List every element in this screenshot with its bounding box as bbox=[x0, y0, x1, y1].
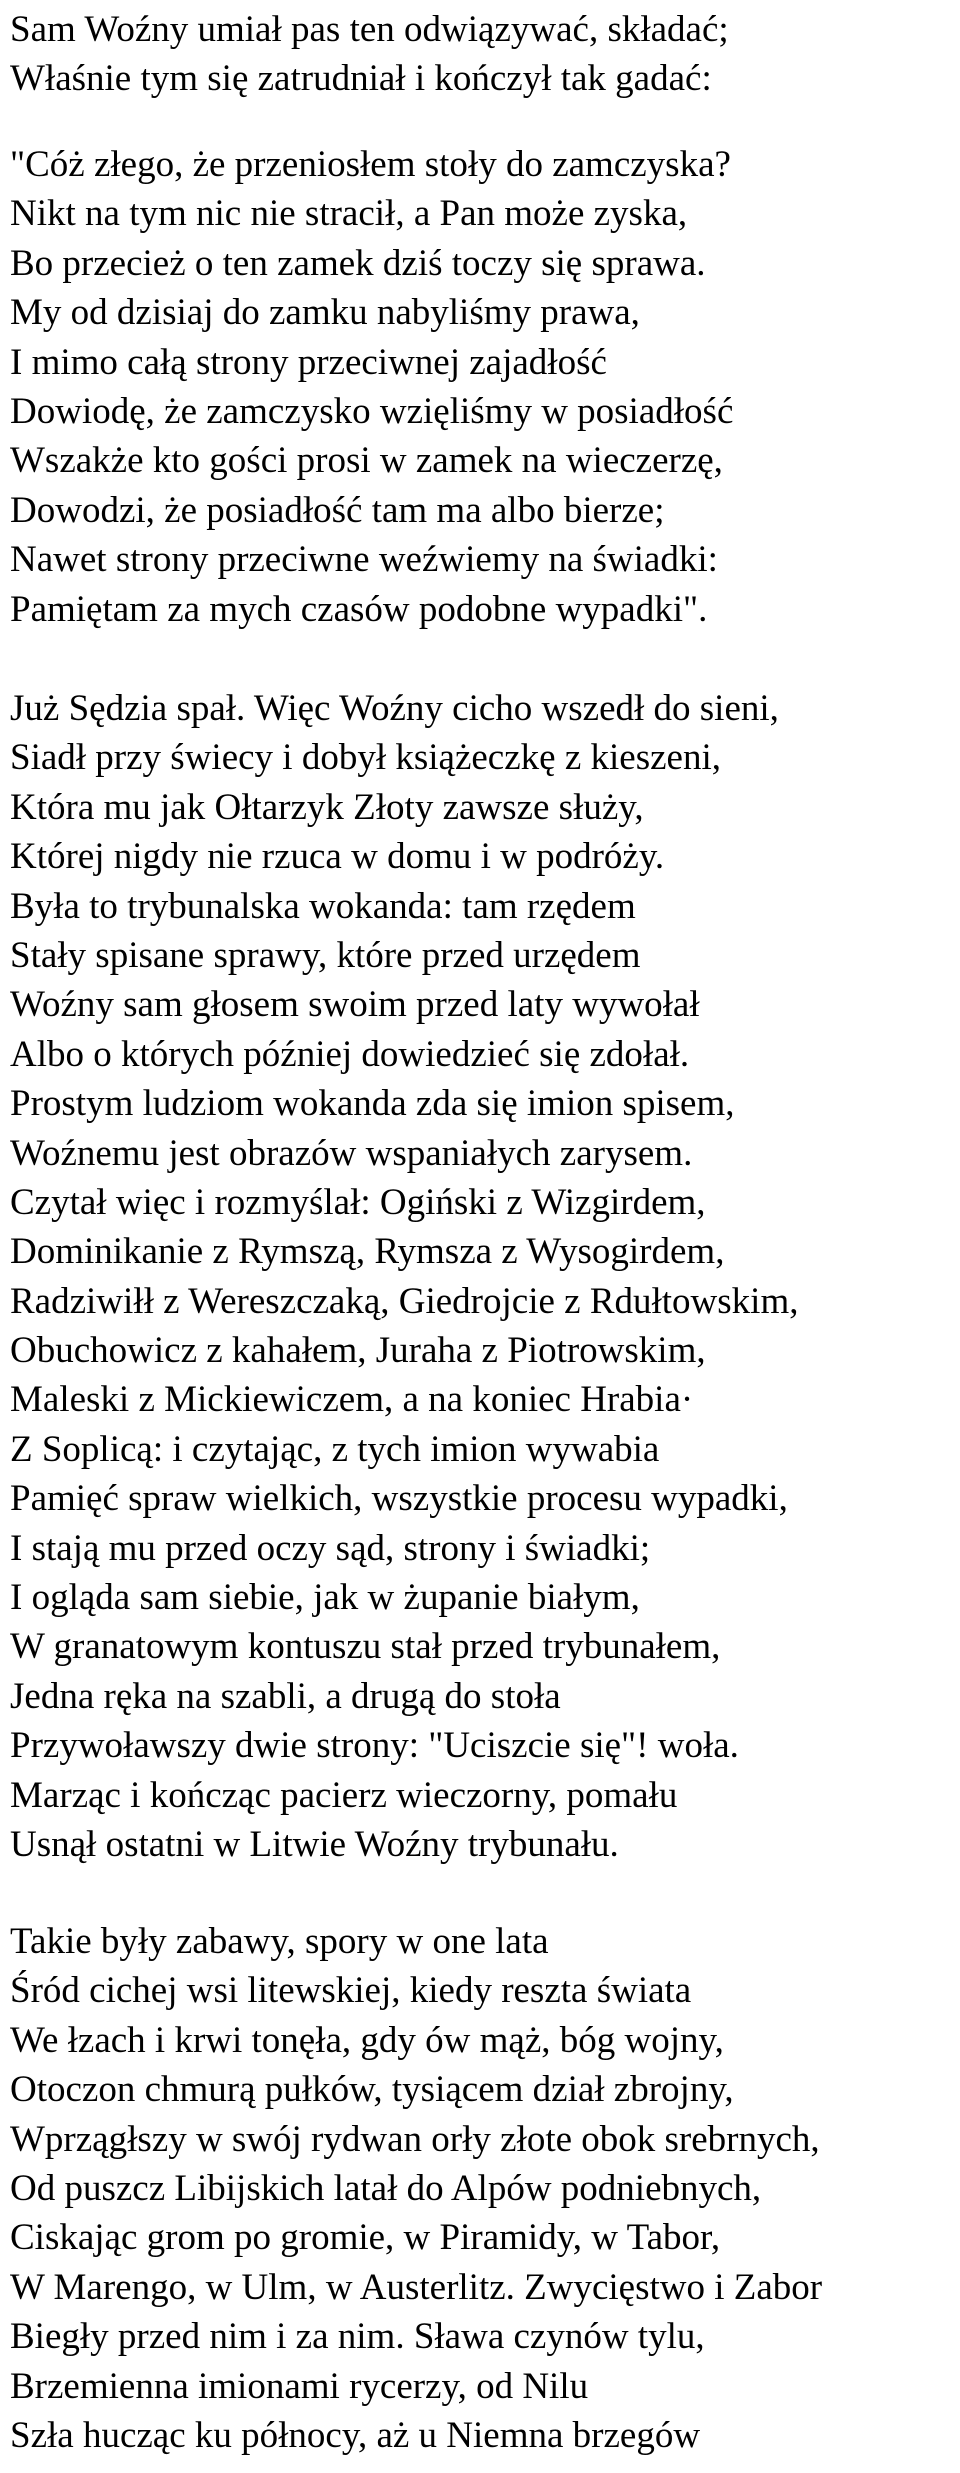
verse-line: Czytał więc i rozmyślał: Ogiński z Wizgirdem, bbox=[10, 1181, 706, 1223]
verse-line: Przywoławszy dwie strony: "Uciszcie się"! woła. bbox=[10, 1725, 739, 1767]
verse-line: Z Soplicą: i czytając, z tych imion wywabia bbox=[10, 1428, 660, 1470]
verse-line: Wszakże kto gości prosi w zamek na wieczerzę, bbox=[10, 440, 723, 482]
stanza bbox=[10, 140, 733, 634]
verse-line: Śród cichej wsi litewskiej, kiedy reszta świata bbox=[10, 1970, 692, 2012]
stanza bbox=[10, 5, 729, 104]
verse-line: Otoczon chmurą pułków, tysiącem dział zbrojny, bbox=[10, 2069, 734, 2111]
verse-line: Nawet strony przeciwne weźwiemy na świadki: bbox=[10, 539, 718, 581]
stanza bbox=[10, 1917, 822, 2460]
verse-line: Dowiodę, że zamczysko wzięliśmy w posiadłość bbox=[10, 390, 734, 432]
verse-line: "Cóż złego, że przeniosłem stoły do zamczyska? bbox=[10, 144, 731, 185]
verse-line: I mimo całą strony przeciwnej zajadłość bbox=[10, 341, 607, 383]
verse-line: Radziwiłł z Wereszczaką, Giedrojcie z Rdułtowskim, bbox=[10, 1280, 799, 1322]
verse-line: Prostym ludziom wokanda zda się imion spisem, bbox=[10, 1083, 735, 1125]
verse-line: Bo przecież o ten zamek dziś toczy się sprawa. bbox=[10, 242, 706, 284]
verse-line: I stają mu przed oczy sąd, strony i świadki; bbox=[10, 1527, 651, 1569]
verse-line: Wprzągłszy w swój rydwan orły złote obok srebrnych, bbox=[10, 2118, 820, 2160]
verse-line: Marząc i kończąc pacierz wieczorny, pomału bbox=[10, 1774, 678, 1816]
verse-line: W granatowym kontuszu stał przed trybunałem, bbox=[10, 1626, 721, 1668]
verse-line: Właśnie tym się zatrudniał i kończył tak gadać: bbox=[10, 58, 712, 100]
verse-line: Dowodzi, że posiadłość tam ma albo bierze; bbox=[10, 489, 665, 531]
verse-line: Obuchowicz z kahałem, Juraha z Piotrowskim, bbox=[10, 1330, 706, 1372]
verse-line: Której nigdy nie rzuca w domu i w podróży. bbox=[10, 836, 665, 878]
verse-line: Usnął ostatni w Litwie Woźny trybunału. bbox=[10, 1823, 619, 1865]
verse-line: We łzach i krwi tonęła, gdy ów mąż, bóg wojny, bbox=[10, 2019, 724, 2061]
verse-line: Pamięć spraw wielkich, wszystkie procesu wypadki, bbox=[10, 1478, 788, 1520]
verse-line: Maleski z Mickiewiczem, a na koniec Hrabia· bbox=[10, 1379, 694, 1421]
verse-line: Stały spisane sprawy, które przed urzędem bbox=[10, 934, 641, 976]
verse-line: Nikt na tym nic nie stracił, a Pan może zyska, bbox=[10, 193, 688, 235]
verse-line: Już Sędzia spał. Więc Woźny cicho wszedł do sieni, bbox=[10, 688, 779, 729]
verse-line: W Marengo, w Ulm, w Austerlitz. Zwycięstwo i Zabor bbox=[10, 2266, 823, 2308]
verse-line: Była to trybunalska wokanda: tam rzędem bbox=[10, 885, 636, 927]
verse-line: Biegły przed nim i za nim. Sława czynów tylu, bbox=[10, 2316, 705, 2358]
verse-line: Jedna ręka na szabli, a drugą do stoła bbox=[10, 1675, 561, 1717]
verse-line: Dominikanie z Rymszą, Rymsza z Wysogirdem, bbox=[10, 1231, 725, 1273]
verse-line: Siadł przy świecy i dobył książeczkę z kieszeni, bbox=[10, 737, 721, 779]
verse-line: Ciskając grom po gromie, w Piramidy, w Tabor, bbox=[10, 2217, 721, 2259]
verse-line: Woźnemu jest obrazów wspaniałych zarysem. bbox=[10, 1132, 693, 1174]
verse-line: Która mu jak Ołtarzyk Złoty zawsze służy, bbox=[10, 786, 644, 828]
verse-line: Woźny sam głosem swoim przed laty wywołał bbox=[10, 984, 700, 1026]
verse-line: Takie były zabawy, spory w one lata bbox=[10, 1921, 549, 1962]
verse-line: Pamiętam za mych czasów podobne wypadki". bbox=[10, 588, 708, 630]
verse-line: Od puszcz Libijskich latał do Alpów podniebnych, bbox=[10, 2167, 762, 2209]
verse-line: Albo o których później dowiedzieć się zdołał. bbox=[10, 1033, 690, 1075]
verse-line: Szła hucząc ku północy, aż u Niemna brzegów bbox=[10, 2414, 701, 2456]
verse-line: Sam Woźny umiał pas ten odwiązywać, składać; bbox=[10, 9, 729, 50]
verse-line: My od dzisiaj do zamku nabyliśmy prawa, bbox=[10, 292, 640, 334]
verse-line: I ogląda sam siebie, jak w żupanie białym, bbox=[10, 1577, 640, 1619]
stanza bbox=[10, 684, 799, 1869]
verse-line: Brzemienna imionami rycerzy, od Nilu bbox=[10, 2365, 589, 2407]
